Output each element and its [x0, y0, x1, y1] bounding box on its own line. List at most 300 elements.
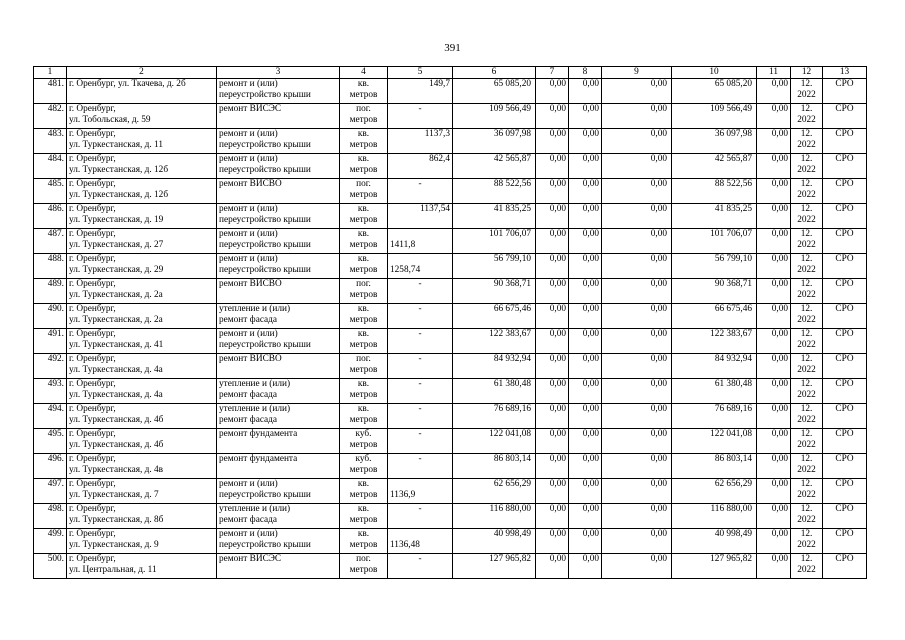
address-cell	[67, 329, 217, 354]
cost-col11-cell: 0,00	[757, 354, 791, 379]
cost-col7-cell: 0,00	[536, 554, 569, 579]
unit-line: метров	[349, 190, 378, 200]
date-line: 2022	[797, 540, 816, 550]
date-line: 2022	[797, 440, 816, 450]
cost-col11-cell: 0,00	[757, 304, 791, 329]
date-line: 2022	[797, 240, 816, 250]
unit-cell	[340, 79, 388, 104]
cost-col10-cell: 84 932,94	[672, 354, 757, 379]
cost-col10-cell: 90 368,71	[672, 279, 757, 304]
address-line: ул. Туркестанская, д. 11	[69, 140, 163, 150]
quantity-line	[390, 229, 450, 240]
quantity-line	[390, 340, 450, 351]
unit-cell	[340, 329, 388, 354]
quantity-line	[390, 90, 450, 101]
quantity-line	[390, 215, 450, 226]
unit-cell	[340, 229, 388, 254]
address-line: г. Оренбург,	[69, 554, 116, 564]
cost-col9-cell: 0,00	[602, 379, 672, 404]
cost-col8-cell: 0,00	[569, 79, 602, 104]
address-line: ул. Туркестанская, д. 7	[69, 490, 159, 500]
date-line: 2022	[797, 190, 816, 200]
quantity-line: 1136,9	[390, 490, 416, 500]
unit-line: метров	[349, 390, 378, 400]
total-cost-cell: 76 689,16	[453, 404, 536, 429]
address-line: г. Оренбург,	[69, 429, 116, 439]
address-cell	[67, 154, 217, 179]
date-cell	[791, 179, 823, 204]
total-cost-cell: 84 932,94	[453, 354, 536, 379]
total-cost-cell: 62 656,29	[453, 479, 536, 504]
cost-col8-cell: 0,00	[569, 379, 602, 404]
work-type-line: ремонт фасада	[219, 390, 278, 400]
cost-col7-cell: 0,00	[536, 529, 569, 554]
address-cell	[67, 379, 217, 404]
quantity-line	[390, 479, 450, 490]
quantity-cell	[388, 504, 453, 529]
quantity-line	[390, 465, 450, 476]
row-number-cell: 485.	[34, 179, 67, 204]
unit-line: метров	[349, 290, 378, 300]
work-type-cell	[217, 354, 340, 379]
cost-col7-cell: 0,00	[536, 154, 569, 179]
cost-col11-cell: 0,00	[757, 529, 791, 554]
address-line: г. Оренбург,	[69, 329, 116, 339]
work-type-line: переустройство крыши	[219, 90, 311, 100]
address-cell	[67, 129, 217, 154]
date-line: 2022	[797, 265, 816, 275]
quantity-cell	[388, 254, 453, 279]
cost-col10-cell: 86 803,14	[672, 454, 757, 479]
address-line: г. Оренбург,	[69, 504, 116, 514]
cost-col9-cell: 0,00	[602, 154, 672, 179]
cost-col11-cell: 0,00	[757, 479, 791, 504]
date-line: 12.	[800, 554, 813, 564]
address-line: ул. Туркестанская, д. 4б	[69, 415, 164, 425]
table-row	[34, 504, 867, 529]
work-type-line: утепление и (или)	[219, 304, 291, 314]
work-type-cell	[217, 154, 340, 179]
address-line: ул. Туркестанская, д. 4а	[69, 390, 163, 400]
date-cell	[791, 479, 823, 504]
address-line: ул. Туркестанская, д. 8б	[69, 515, 164, 525]
table-row	[34, 554, 867, 579]
quantity-cell	[388, 229, 453, 254]
cost-col9-cell: 0,00	[602, 454, 672, 479]
work-type-cell	[217, 379, 340, 404]
quantity-line: -	[418, 179, 422, 189]
quantity-line: -	[418, 104, 422, 114]
source-cell: СРО	[823, 429, 867, 454]
quantity-line	[390, 290, 450, 301]
date-cell	[791, 329, 823, 354]
quantity-cell	[388, 479, 453, 504]
column-header: 9	[602, 67, 672, 79]
row-number-cell: 495.	[34, 429, 67, 454]
cost-col10-cell: 36 097,98	[672, 129, 757, 154]
quantity-line: -	[418, 504, 422, 514]
row-number-cell: 493.	[34, 379, 67, 404]
table-row	[34, 204, 867, 229]
column-header: 6	[453, 67, 536, 79]
unit-line: кв.	[357, 379, 370, 389]
work-type-line: ремонт и (или)	[219, 229, 278, 239]
source-cell: СРО	[823, 304, 867, 329]
unit-line: метров	[349, 90, 378, 100]
source-cell: СРО	[823, 479, 867, 504]
cost-col10-cell: 88 522,56	[672, 179, 757, 204]
quantity-line	[390, 415, 450, 426]
quantity-line	[390, 390, 450, 401]
source-cell: СРО	[823, 279, 867, 304]
table-body	[34, 79, 867, 579]
unit-line: кв.	[357, 154, 370, 164]
unit-line: метров	[349, 440, 378, 450]
cost-col10-cell: 109 566,49	[672, 104, 757, 129]
unit-cell	[340, 304, 388, 329]
quantity-line: -	[418, 304, 422, 314]
unit-cell	[340, 529, 388, 554]
date-line: 12.	[800, 404, 813, 414]
quantity-cell	[388, 179, 453, 204]
work-type-line: ремонт фасада	[219, 515, 278, 525]
address-cell	[67, 529, 217, 554]
row-number-cell: 482.	[34, 104, 67, 129]
unit-line: метров	[349, 265, 378, 275]
address-cell	[67, 454, 217, 479]
quantity-cell	[388, 129, 453, 154]
work-type-line: переустройство крыши	[219, 165, 311, 175]
row-number-cell: 487.	[34, 229, 67, 254]
total-cost-cell: 41 835,25	[453, 204, 536, 229]
cost-col11-cell: 0,00	[757, 404, 791, 429]
table-row	[34, 379, 867, 404]
page-number: 391	[444, 42, 461, 54]
source-cell: СРО	[823, 454, 867, 479]
source-cell: СРО	[823, 354, 867, 379]
total-cost-cell: 36 097,98	[453, 129, 536, 154]
cost-col7-cell: 0,00	[536, 454, 569, 479]
cost-col11-cell: 0,00	[757, 329, 791, 354]
cost-col10-cell: 65 085,20	[672, 79, 757, 104]
address-cell	[67, 79, 217, 104]
quantity-line	[390, 529, 450, 540]
table-row	[34, 279, 867, 304]
work-type-cell	[217, 254, 340, 279]
quantity-line: -	[418, 354, 422, 364]
unit-line: метров	[349, 340, 378, 350]
unit-line: кв.	[357, 79, 370, 89]
cost-col8-cell: 0,00	[569, 129, 602, 154]
cost-col7-cell: 0,00	[536, 404, 569, 429]
unit-line: пог.	[356, 279, 371, 289]
work-type-cell	[217, 229, 340, 254]
work-type-line: ремонт и (или)	[219, 254, 278, 264]
quantity-line	[390, 254, 450, 265]
date-line: 12.	[800, 454, 813, 464]
quantity-line	[390, 515, 450, 526]
cost-col7-cell: 0,00	[536, 354, 569, 379]
date-line: 2022	[797, 215, 816, 225]
address-line: г. Оренбург,	[69, 229, 116, 239]
quantity-line: -	[418, 554, 422, 564]
address-line: ул. Тобольская, д. 59	[69, 115, 151, 125]
quantity-cell	[388, 79, 453, 104]
row-number-cell: 486.	[34, 204, 67, 229]
unit-line: кв.	[357, 329, 370, 339]
work-type-cell	[217, 279, 340, 304]
date-cell	[791, 254, 823, 279]
column-header: 1	[34, 67, 67, 79]
address-cell	[67, 479, 217, 504]
unit-cell	[340, 454, 388, 479]
cost-col9-cell: 0,00	[602, 104, 672, 129]
row-number-cell: 483.	[34, 129, 67, 154]
work-type-line: ремонт ВИСВО	[219, 279, 282, 289]
quantity-cell	[388, 154, 453, 179]
address-line: г. Оренбург,	[69, 254, 116, 264]
work-type-line: ремонт и (или)	[219, 79, 278, 89]
date-line: 12.	[800, 229, 813, 239]
quantity-line: -	[418, 404, 422, 414]
work-type-line: переустройство крыши	[219, 340, 311, 350]
unit-line: метров	[349, 540, 378, 550]
quantity-cell	[388, 404, 453, 429]
unit-line: метров	[349, 140, 378, 150]
address-line: ул. Туркестанская, д. 9	[69, 540, 159, 550]
unit-line: пог.	[356, 104, 371, 114]
address-line: г. Оренбург,	[69, 104, 116, 114]
address-line: ул. Туркестанская, д. 29	[69, 265, 164, 275]
work-type-line: переустройство крыши	[219, 240, 311, 250]
cost-col10-cell: 42 565,87	[672, 154, 757, 179]
source-cell: СРО	[823, 229, 867, 254]
cost-col7-cell: 0,00	[536, 229, 569, 254]
work-type-cell	[217, 454, 340, 479]
quantity-cell	[388, 454, 453, 479]
cost-col8-cell: 0,00	[569, 154, 602, 179]
date-cell	[791, 154, 823, 179]
work-type-line: переустройство крыши	[219, 490, 311, 500]
quantity-line	[390, 365, 450, 376]
cost-col10-cell: 116 880,00	[672, 504, 757, 529]
cost-col9-cell: 0,00	[602, 479, 672, 504]
unit-cell	[340, 104, 388, 129]
address-line: г. Оренбург,	[69, 379, 116, 389]
date-line: 12.	[800, 504, 813, 514]
quantity-line: 149,7	[429, 79, 450, 89]
date-cell	[791, 354, 823, 379]
quantity-cell	[388, 554, 453, 579]
address-line: ул. Туркестанская, д. 4б	[69, 440, 164, 450]
cost-col9-cell: 0,00	[602, 79, 672, 104]
cost-col11-cell: 0,00	[757, 129, 791, 154]
cost-col7-cell: 0,00	[536, 504, 569, 529]
cost-col11-cell: 0,00	[757, 254, 791, 279]
unit-line: кв.	[357, 229, 370, 239]
row-number-cell: 488.	[34, 254, 67, 279]
cost-col10-cell: 66 675,46	[672, 304, 757, 329]
column-header: 12	[791, 67, 823, 79]
address-cell	[67, 104, 217, 129]
cost-col10-cell: 122 383,67	[672, 329, 757, 354]
cost-col10-cell: 41 835,25	[672, 204, 757, 229]
cost-col8-cell: 0,00	[569, 529, 602, 554]
row-number-cell: 498.	[34, 504, 67, 529]
work-type-line: ремонт фундамента	[219, 429, 298, 439]
date-line: 12.	[800, 129, 813, 139]
unit-line: пог.	[356, 354, 371, 364]
total-cost-cell: 127 965,82	[453, 554, 536, 579]
date-line: 12.	[800, 529, 813, 539]
date-line: 12.	[800, 304, 813, 314]
unit-line: метров	[349, 315, 378, 325]
quantity-line: 1258,74	[390, 265, 421, 275]
cost-col9-cell: 0,00	[602, 179, 672, 204]
work-type-line: ремонт и (или)	[219, 479, 278, 489]
unit-cell	[340, 354, 388, 379]
quantity-cell	[388, 104, 453, 129]
column-header: 7	[536, 67, 569, 79]
quantity-cell	[388, 204, 453, 229]
work-type-line: утепление и (или)	[219, 504, 291, 514]
unit-cell	[340, 154, 388, 179]
column-header: 2	[67, 67, 217, 79]
cost-col9-cell: 0,00	[602, 429, 672, 454]
address-cell	[67, 554, 217, 579]
unit-line: кв.	[357, 529, 370, 539]
date-line: 12.	[800, 279, 813, 289]
row-number-cell: 499.	[34, 529, 67, 554]
source-cell: СРО	[823, 329, 867, 354]
unit-cell	[340, 479, 388, 504]
address-line: г. Оренбург,	[69, 179, 116, 189]
work-type-cell	[217, 479, 340, 504]
date-line: 2022	[797, 140, 816, 150]
date-cell	[791, 429, 823, 454]
quantity-line	[390, 140, 450, 151]
date-line: 2022	[797, 165, 816, 175]
table-row	[34, 479, 867, 504]
quantity-line	[390, 315, 450, 326]
work-type-cell	[217, 504, 340, 529]
cost-col8-cell: 0,00	[569, 204, 602, 229]
total-cost-cell: 88 522,56	[453, 179, 536, 204]
address-line: ул. Туркестанская, д. 4а	[69, 365, 163, 375]
date-line: 12.	[800, 329, 813, 339]
date-line: 12.	[800, 154, 813, 164]
work-type-line: ремонт и (или)	[219, 329, 278, 339]
cost-col9-cell: 0,00	[602, 504, 672, 529]
address-cell	[67, 204, 217, 229]
quantity-cell	[388, 379, 453, 404]
date-line: 12.	[800, 254, 813, 264]
total-cost-cell: 66 675,46	[453, 304, 536, 329]
cost-col11-cell: 0,00	[757, 279, 791, 304]
work-type-line: ремонт фасада	[219, 415, 278, 425]
unit-line: метров	[349, 465, 378, 475]
total-cost-cell: 90 368,71	[453, 279, 536, 304]
row-number-cell: 489.	[34, 279, 67, 304]
cost-col11-cell: 0,00	[757, 554, 791, 579]
cost-col7-cell: 0,00	[536, 304, 569, 329]
unit-cell	[340, 429, 388, 454]
address-line: ул. Туркестанская, д. 2а	[69, 290, 163, 300]
work-type-line: ремонт и (или)	[219, 154, 278, 164]
cost-col7-cell: 0,00	[536, 179, 569, 204]
unit-line: метров	[349, 115, 378, 125]
work-type-cell	[217, 554, 340, 579]
work-type-line: ремонт фасада	[219, 315, 278, 325]
address-line: ул. Туркестанская, д. 4в	[69, 465, 164, 475]
date-cell	[791, 404, 823, 429]
address-cell	[67, 504, 217, 529]
cost-col7-cell: 0,00	[536, 204, 569, 229]
cost-col9-cell: 0,00	[602, 554, 672, 579]
row-number-cell: 484.	[34, 154, 67, 179]
date-cell	[791, 229, 823, 254]
address-line: ул. Туркестанская, д. 27	[69, 240, 164, 250]
address-line: г. Оренбург, ул. Ткачева, д. 2б	[69, 79, 186, 89]
cost-col7-cell: 0,00	[536, 79, 569, 104]
table-row	[34, 404, 867, 429]
row-number-cell: 481.	[34, 79, 67, 104]
address-line: ул. Туркестанская, д. 12б	[69, 190, 169, 200]
cost-col11-cell: 0,00	[757, 179, 791, 204]
unit-line: метров	[349, 240, 378, 250]
address-line: г. Оренбург,	[69, 479, 116, 489]
table-row	[34, 354, 867, 379]
quantity-line: -	[418, 329, 422, 339]
address-line: г. Оренбург,	[69, 204, 116, 214]
work-type-cell	[217, 129, 340, 154]
cost-col8-cell: 0,00	[569, 104, 602, 129]
cost-col10-cell: 56 799,10	[672, 254, 757, 279]
date-line: 2022	[797, 90, 816, 100]
date-cell	[791, 104, 823, 129]
cost-col9-cell: 0,00	[602, 404, 672, 429]
cost-col9-cell: 0,00	[602, 129, 672, 154]
unit-line: метров	[349, 215, 378, 225]
work-type-line: ремонт и (или)	[219, 129, 278, 139]
cost-col9-cell: 0,00	[602, 254, 672, 279]
address-line: г. Оренбург,	[69, 354, 116, 364]
total-cost-cell: 40 998,49	[453, 529, 536, 554]
unit-cell	[340, 404, 388, 429]
work-type-line: ремонт ВИСВО	[219, 179, 282, 189]
date-line: 2022	[797, 390, 816, 400]
total-cost-cell: 61 380,48	[453, 379, 536, 404]
cost-col8-cell: 0,00	[569, 504, 602, 529]
unit-line: метров	[349, 415, 378, 425]
cost-col8-cell: 0,00	[569, 404, 602, 429]
unit-line: метров	[349, 365, 378, 375]
column-header: 11	[757, 67, 791, 79]
source-cell: СРО	[823, 504, 867, 529]
date-cell	[791, 279, 823, 304]
work-type-line: переустройство крыши	[219, 265, 311, 275]
source-cell: СРО	[823, 529, 867, 554]
date-line: 2022	[797, 515, 816, 525]
cost-col8-cell: 0,00	[569, 329, 602, 354]
quantity-line: -	[418, 454, 422, 464]
address-line: ул. Туркестанская, д. 12б	[69, 165, 169, 175]
total-cost-cell: 122 383,67	[453, 329, 536, 354]
unit-line: пог.	[356, 179, 371, 189]
unit-line: кв.	[357, 479, 370, 489]
unit-line: кв.	[357, 404, 370, 414]
date-line: 2022	[797, 465, 816, 475]
